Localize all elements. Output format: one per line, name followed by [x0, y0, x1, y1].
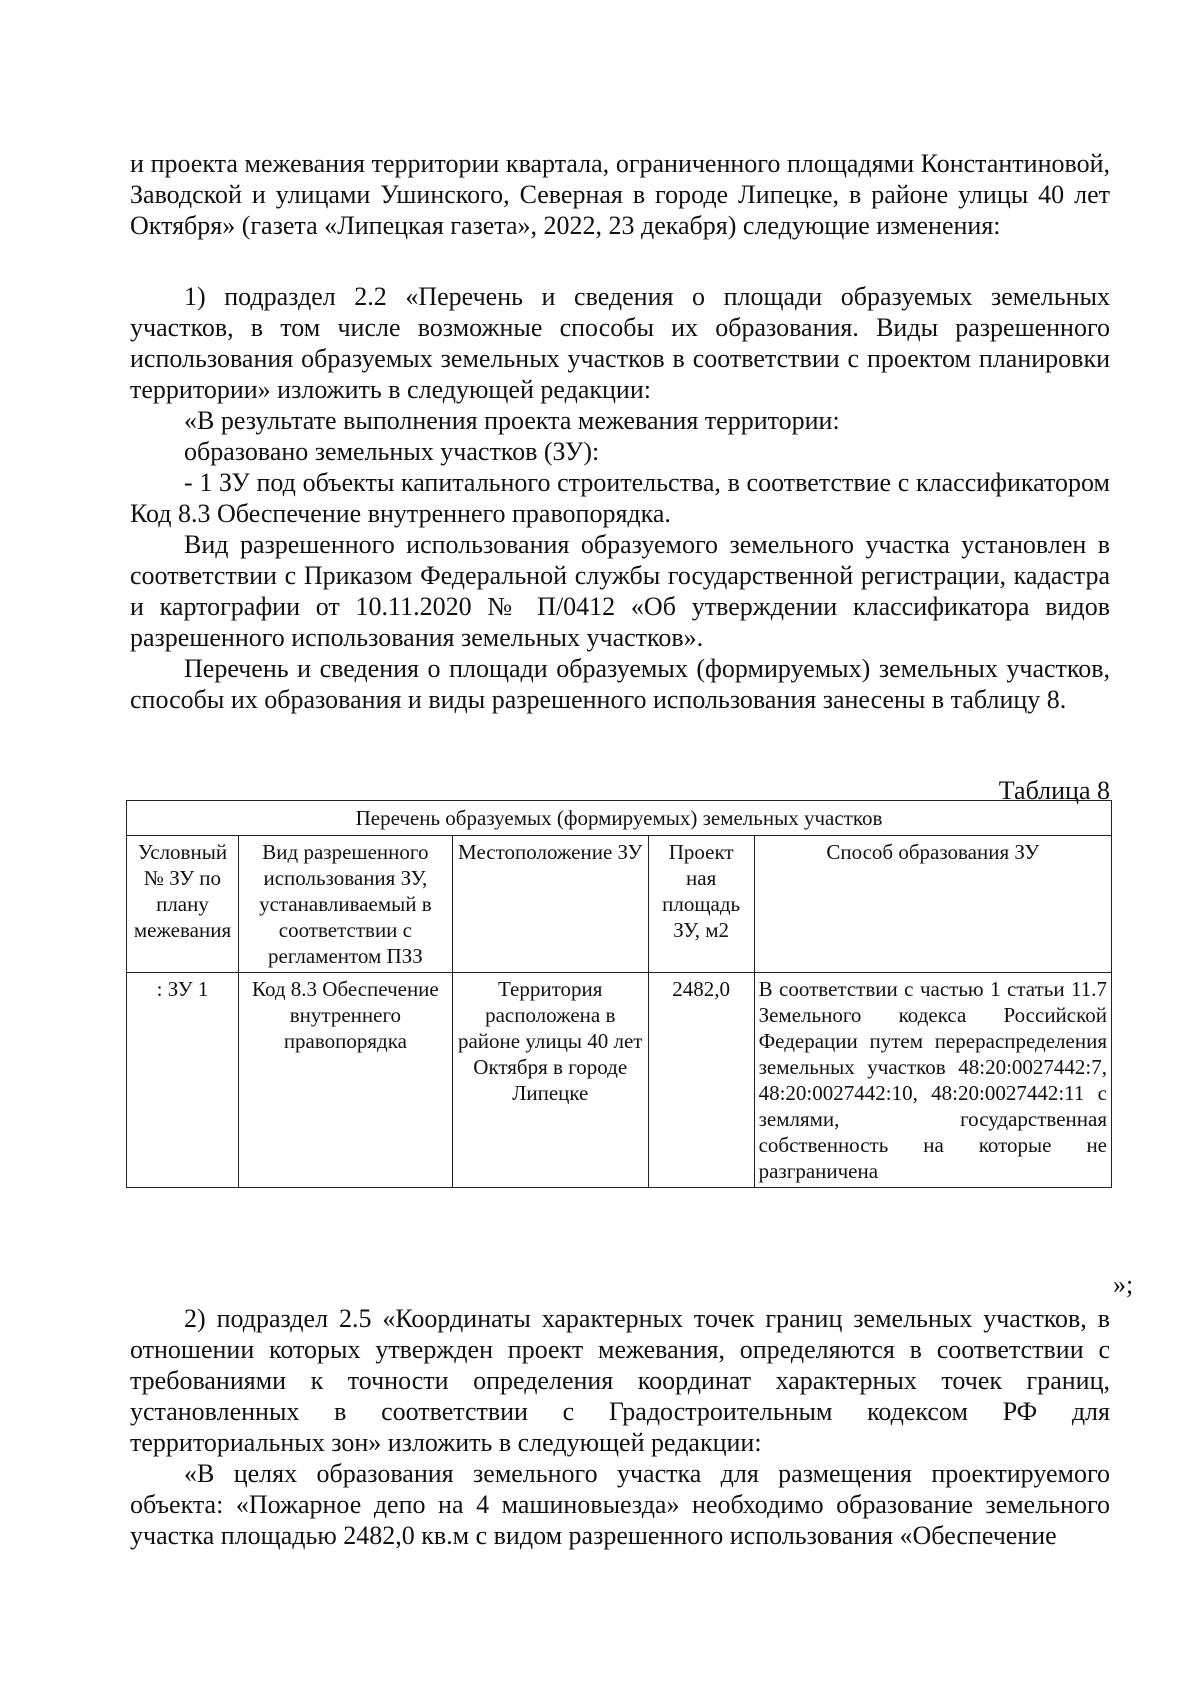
closing-quote: »;: [1113, 1270, 1134, 1299]
land-plots-table: [126, 800, 1112, 1188]
intro-block: [130, 148, 1110, 241]
cell-area: 2482,0: [648, 973, 754, 1188]
intro-paragraph: и проекта межевания территории квартала, ограниченного площадями Константиновой, Заводской и улицами Ушинского, Северная в городе Липецке, в районе улицы 40 лет Октября» (газета «Липецкая газета», 2022, 23 декабря) следующие изменения:: [130, 149, 1110, 240]
header-use: Вид разрешенного использования ЗУ, устанавливаемый в соответствии с регламентом ПЗЗ: [238, 836, 452, 973]
cell-use: Код 8.3 Обеспечение внутреннего правопорядка: [238, 973, 452, 1188]
header-id: Условный № ЗУ по плану межевания: [127, 836, 239, 973]
perechen-paragraph: Перечень и сведения о площади образуемых (формируемых) земельных участков, способы их образования и виды разрешенного использования занесены в таблицу 8.: [130, 654, 1110, 714]
header-method: Способ образования ЗУ: [754, 836, 1111, 973]
item1-block: [130, 281, 1110, 715]
bullet-paragraph: - 1 ЗУ под объекты капитального строительства, в соответствие с классификатором Код 8.3 Обеспечение внутреннего правопорядка.: [130, 468, 1110, 528]
table-title-row: [127, 801, 1112, 836]
vid-paragraph: Вид разрешенного использования образуемого земельного участка установлен в соответствии с Приказом Федеральной службы государственной регистрации, кадастра и картографии от 10.11.2020 № П/0412 «Об утверждении классификатора видов разрешенного использования земельных участков».: [130, 530, 1110, 652]
header-location: Местоположение ЗУ: [452, 836, 648, 973]
cell-method: В соответствии с частью 1 статьи 11.7 Земельного кодекса Российской Федерации путем перераспределения земельных участков 48:20:0027442:7, 48:20:0027442:10, 48:20:0027442:11 с землями, государственная собственность на которые не разграничена: [754, 973, 1111, 1188]
table-caption: Таблица 8: [998, 776, 1110, 805]
header-area: Проект ная площадь ЗУ, м2: [648, 836, 754, 973]
table-header-row: [127, 836, 1112, 973]
cell-location: Территория расположена в районе улицы 40 лет Октября в городе Липецке: [452, 973, 648, 1188]
table-row: [127, 973, 1112, 1188]
cell-id: : ЗУ 1: [127, 973, 239, 1188]
item2-block: [130, 1303, 1110, 1551]
table-title: Перечень образуемых (формируемых) земельных участков: [127, 801, 1112, 836]
item2-quote-paragraph: «В целях образования земельного участка для размещения проектируемого объекта: «Пожарное депо на 4 машиновыезда» необходимо образование земельного участка площадью 2482,0 кв.м с видом разрешенного использования «Обеспечение: [130, 1459, 1110, 1550]
item1-paragraph: 1) подраздел 2.2 «Перечень и сведения о площади образуемых земельных участков, в том числе возможные способы их образования. Виды разрешенного использования образуемых земельных участков в соответствии с проектом планировки территории» изложить в следующей редакции:: [130, 282, 1110, 404]
quote-start-paragraph: «В результате выполнения проекта межевания территории:: [184, 406, 840, 435]
item2-paragraph: 2) подраздел 2.5 «Координаты характерных точек границ земельных участков, в отношении которых утвержден проект межевания, определяются в соответствии с требованиями к точности определения координат характерных точек границ, установленных в соответствии с Градостроительным кодексом РФ для территориальных зон» изложить в следующей редакции:: [130, 1304, 1110, 1457]
formed-paragraph: образовано земельных участков (ЗУ):: [184, 437, 600, 466]
